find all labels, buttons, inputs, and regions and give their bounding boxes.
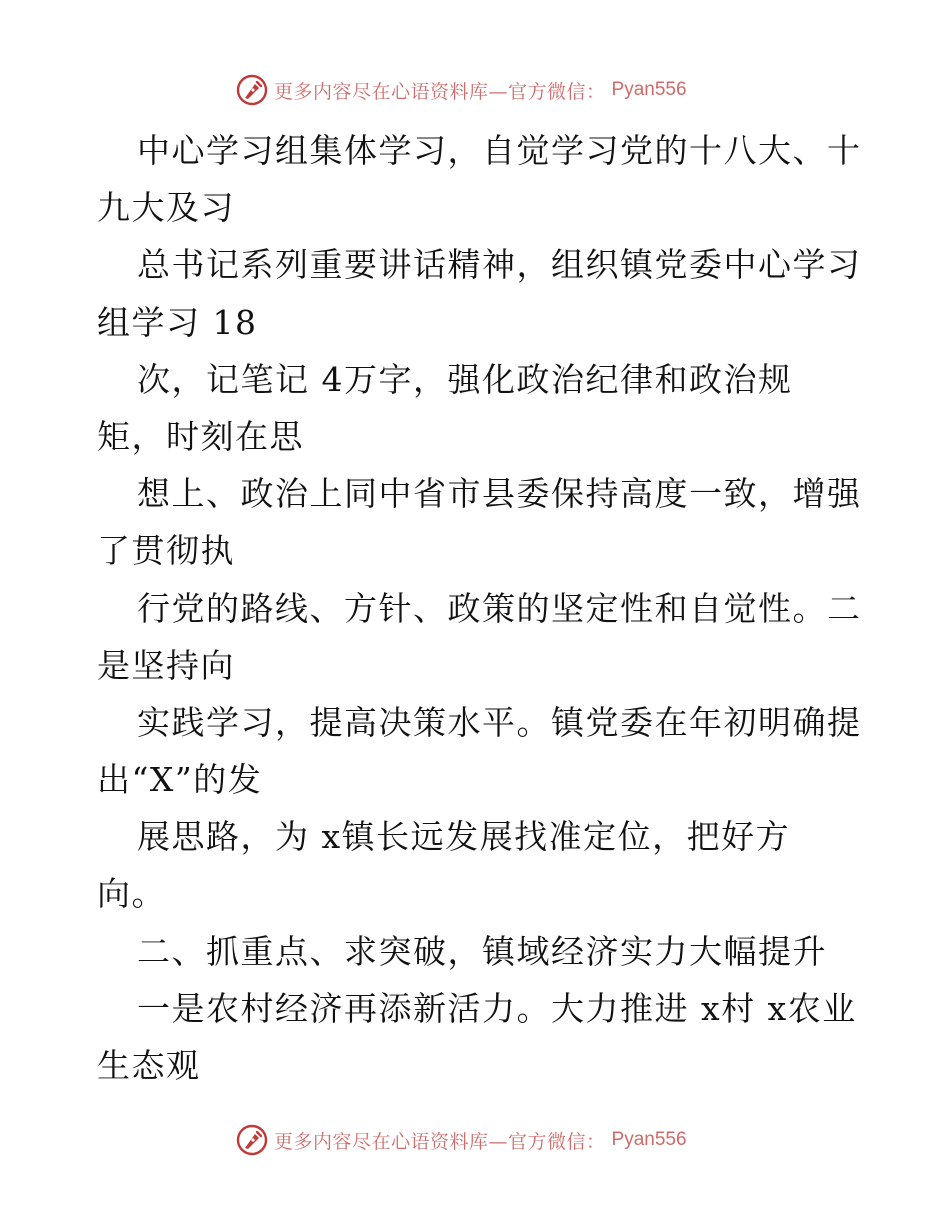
pen-nib-logo-icon: [236, 1124, 268, 1156]
text-line: 实践学习，提高决策水平。镇党委在年初明确提: [137, 702, 862, 742]
text-line: 次，记笔记 4万字，强化政治纪律和政治规: [137, 359, 793, 399]
pen-nib-logo-icon: [236, 74, 268, 106]
text-line: 向。: [97, 874, 166, 914]
text-line: 总书记系列重要讲话精神，组织镇党委中心学习: [137, 245, 862, 285]
watermark-text: 更多内容尽在心语资料库—官方微信：: [274, 1130, 606, 1153]
document-body: [97, 122, 877, 1094]
footer-watermark: [236, 1122, 687, 1158]
text-line: 是坚持向: [97, 645, 235, 685]
text-line: 生态观: [97, 1046, 201, 1085]
text-line: 一是农村经济再添新活力。大力推进 x村 x农业: [137, 988, 857, 1028]
text-line: 矩，时刻在思: [97, 416, 304, 456]
text-line: 展思路，为 x镇长远发展找准定位，把好方: [137, 817, 791, 857]
text-line: 了贯彻执: [97, 531, 235, 571]
text-line: 九大及习: [97, 188, 235, 228]
watermark-wechat-id: Pyan556: [611, 1129, 687, 1150]
text-line: 行党的路线、方针、政策的坚定性和自觉性。二: [137, 588, 862, 628]
text-line: 想上、政治上同中省市县委保持高度一致，增强: [137, 474, 862, 514]
text-line: 组学习 18: [97, 302, 258, 342]
section-heading: 二、抓重点、求突破，镇域经济实力大幅提升: [137, 931, 827, 971]
text-line: 出“X”的发: [97, 760, 263, 800]
header-watermark: [236, 72, 687, 108]
text-line: 中心学习组集体学习，自觉学习党的十八大、十: [137, 131, 862, 170]
watermark-wechat-id: Pyan556: [611, 79, 687, 100]
watermark-text: 更多内容尽在心语资料库—官方微信：: [274, 80, 606, 103]
